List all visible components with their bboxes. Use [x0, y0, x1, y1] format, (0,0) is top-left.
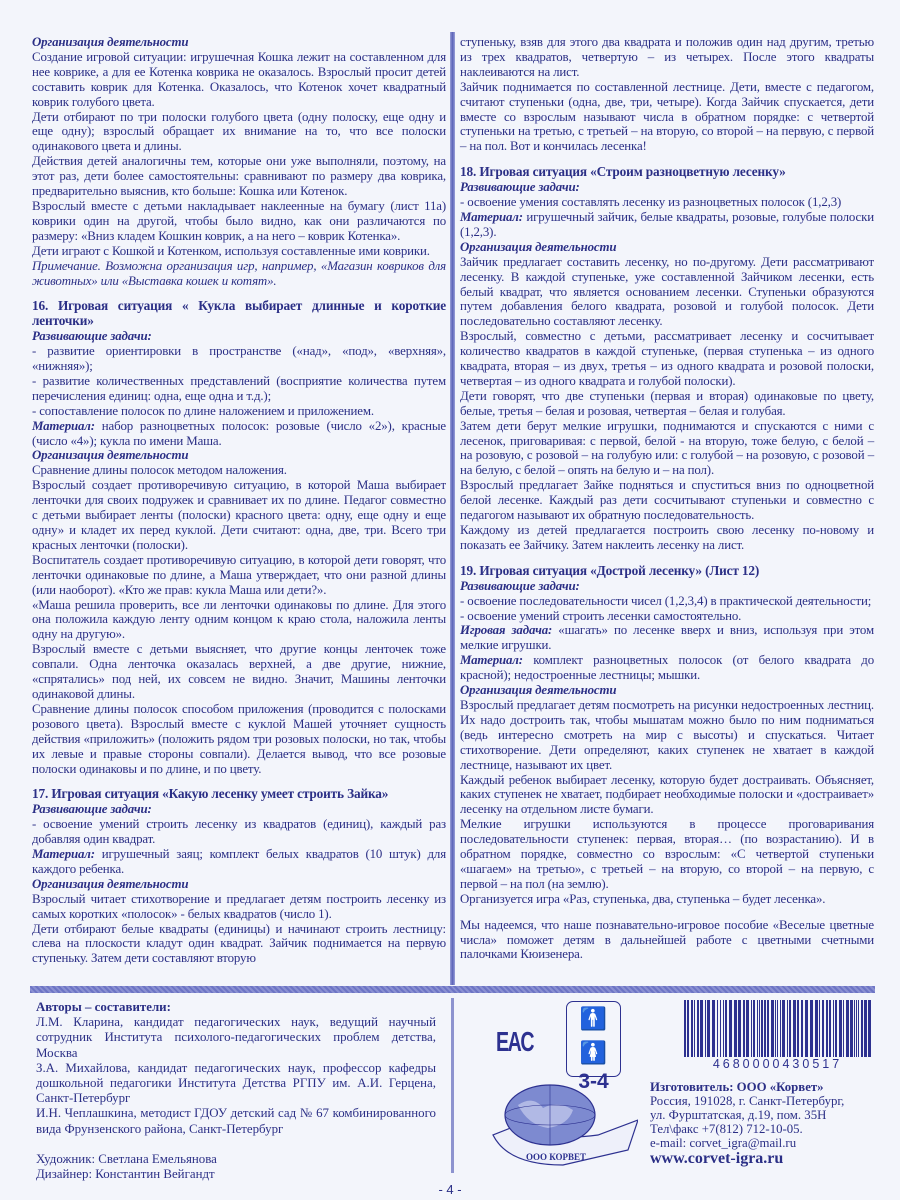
barcode-bar [868, 1000, 871, 1058]
paragraph: Сравнение длины полосок методом наложения. [32, 463, 287, 478]
section-heading: 16. Игровая ситуация « Кукла выбирает длинные и короткие ленточки» [32, 298, 446, 329]
barcode-bar [712, 1000, 715, 1058]
barcode-bar [775, 1000, 776, 1058]
material-line [460, 210, 874, 240]
barcode-bar [856, 1000, 857, 1058]
barcode-bar [757, 1000, 758, 1058]
children-icon: 🚹🚺 [579, 1006, 608, 1065]
authors-heading: Авторы – составители: [36, 1000, 171, 1014]
website-link[interactable]: www.corvet-igra.ru [650, 1150, 784, 1167]
field-label: Материал: [32, 418, 95, 433]
subheading: Развивающие задачи: [32, 802, 152, 817]
spacer [36, 1137, 436, 1152]
left-column [32, 35, 446, 966]
barcode-bar [717, 1000, 718, 1058]
barcode-bar [810, 1000, 813, 1058]
barcode-bar [771, 1000, 774, 1058]
barcode-bar [759, 1000, 760, 1058]
subheading: Организация деятельности [32, 876, 189, 891]
subheading: Организация деятельности [32, 448, 189, 463]
manufacturer-heading: Изготовитель: ООО «Корвет» [650, 1080, 824, 1094]
subheading: Организация деятельности [32, 35, 189, 49]
field-value: комплект разноцветных полосок (от белого квадрата до красной); недостроенные лестницы; мышки. [460, 653, 874, 683]
manufacturer-info [650, 1080, 844, 1168]
material-line [32, 419, 446, 449]
field-label: Материал: [460, 209, 523, 224]
field-value: набор разноцветных полосок: розовые (число «2»), красные (число «4»); кукла по имени Маша. [32, 418, 446, 448]
designer-credit: Дизайнер: Константин Вейгандт [36, 1167, 215, 1182]
barcode-bar [777, 1000, 778, 1058]
field-label: Материал: [32, 847, 95, 862]
barcode-bar [780, 1000, 781, 1058]
section-heading: 17. Игровая ситуация «Какую лесенку умеет строить Зайка» [32, 786, 389, 802]
paragraph: Организуется игра «Раз, ступенька, два, ступенька – будет лесенка». [460, 891, 826, 906]
barcode-bar [822, 1000, 824, 1058]
field-value: игрушечный заяц; комплект белых квадратов (10 штук) для каждого ребенка. [32, 847, 446, 876]
barcode-bar [826, 1000, 828, 1058]
barcode-bar [843, 1000, 844, 1058]
footer-column-divider [451, 998, 454, 1173]
subheading: Развивающие задачи: [460, 180, 580, 195]
paragraph: Действия детей аналогичны тем, которые они уже выполняли, поэтому, на этот раз, дети более самостоятельны: сравнивают по размеру два коврика, предварительно выяснив, кто больше: Кошка или Котенок. [32, 154, 446, 199]
note-paragraph: Примечание. Возможна организация игр, например, «Магазин ковриков для животных» или «Выставка кошек и котят». [32, 258, 446, 288]
paragraph: Дети играют с Кошкой и Котенком, используя составленные ими коврики. [32, 243, 430, 258]
paragraph: Взрослый, совместно с детьми, рассматривает лесенку и сосчитывает количество квадратов в каждой ступеньке, (первая ступенька – из одного квадрата, вторая – из двух, третья – из одного квадрата и розовой полоски, четвертая – из одного квадрата и голубой полоски). [460, 329, 874, 388]
barcode-bar [707, 1000, 710, 1058]
footer-divider [30, 986, 875, 993]
eac-mark-icon: EAC [496, 1026, 534, 1057]
section-heading: 19. Игровая ситуация «Дострой лесенку» (Лист 12) [460, 562, 760, 578]
right-column [460, 35, 874, 962]
page-number: - 4 - [438, 1182, 462, 1197]
field-value: «шагать» по лесенке вверх и вниз, используя при этом мелкие игрушки. [460, 623, 874, 653]
paragraph: Каждому из детей предлагается построить свою лесенку по-новому и показать ее Зайчику. Затем наклеить лесенку на лист. [460, 523, 874, 552]
author-item: И.Н. Чеплашкина, методист ГДОУ детский сад № 67 комбинированного вида Фрунзенского района, Санкт-Петербург [36, 1106, 436, 1136]
barcode-bar [764, 1000, 766, 1058]
address-line: Россия, 191028, г. Санкт-Петербург, [650, 1094, 845, 1108]
barcode-bar [723, 1000, 724, 1058]
barcode-bar [797, 1000, 799, 1058]
barcode-bar [793, 1000, 796, 1058]
barcode-bar [691, 1000, 693, 1058]
section-heading: 18. Игровая ситуация «Строим разноцветную лесенку» [460, 164, 786, 180]
paragraph: Взрослый создает противоречивую ситуацию, в которой Маша выбирает ленточки для своих подружек и сравнивает их по длине. Педагог совместно с детьми выбирает ленты (полоски) красного цвета: одну, еще одну и еще одну» и кладет их перед куклой. Дети считают: одна, две, три. Всего три красных ленточки (полоски). [32, 478, 446, 552]
barcode-bar [805, 1000, 808, 1058]
author-item: Л.М. Кларина, кандидат педагогических наук, ведущий научный сотрудник Института психолого-педагогических проблем детства, Москва [36, 1015, 436, 1060]
paragraph: Дети отбирают белые квадраты (единицы) и начинают строить лестницу: слева на плоскости кладут один квадрат. Зайчик поднимается на первую ступеньку. Затем дети составляют вторую [32, 921, 446, 966]
subheading: Организация деятельности [460, 683, 617, 698]
barcode-bar [694, 1000, 695, 1058]
barcode-bar [858, 1000, 859, 1058]
paragraph: Воспитатель создает противоречивую ситуацию, в которой дети говорят, что ленточки одинаковые по длине, а Маша утверждает, что они разной длины (или наоборот). «Кто же прав: кукла Маша или дети?». [32, 552, 446, 597]
corvet-logo-icon [488, 1080, 638, 1170]
barcode-bar [819, 1000, 820, 1058]
barcode-bar [725, 1000, 727, 1058]
paragraph: Сравнение длины полосок способом приложения (проводится с полосками розового цвета). Взрослый вместе с куклой Машей уточняет сущность действия «приложить» (положить рядом три розовых полоски, но так, чтобы их левые и правые стороны совпали). Делается вывод, что все розовые полоски одинаковы и по длине, и по цвету. [32, 701, 446, 776]
barcode-bar [705, 1000, 706, 1058]
barcode-bar [839, 1000, 842, 1058]
material-line [460, 653, 874, 683]
paragraph: - освоение умений строить лесенку из квадратов (единиц), каждый раз добавляя один квадрат. [32, 817, 446, 847]
paragraph: - развитие количественных представлений (восприятие количества путем перечисления единиц: одна, еще одна и т.д.); [32, 373, 446, 403]
barcode-bar [850, 1000, 853, 1058]
barcode-bar [738, 1000, 741, 1058]
barcode-bar [801, 1000, 803, 1058]
paragraph: - освоение умения составлять лесенку из разноцветных полосок (1,2,3) [460, 195, 842, 210]
field-value: игрушечный зайчик, белые квадраты, розовые, голубые полоски (1,2,3). [460, 209, 874, 239]
paragraph: Взрослый предлагает детям посмотреть на рисунки недостроенных лестниц. Их надо достроить так, чтобы мышатам можно было по ним подниматься (ведь интересно смотреть на мир с высоты) и спускаться. Читает стихотворение. Дети определяют, каких ступенек не хватает в каждой лестнице, называют их цвет. [460, 697, 874, 772]
barcode-bar [861, 1000, 863, 1058]
svg-text:ООО КОРВЕТ: ООО КОРВЕТ [526, 1152, 587, 1162]
paragraph: «Маша решила проверить, все ли ленточки одинаковы по длине. Для этого она положила каждую ленту одним концом к краю стола, наложила ленты одну на другую». [32, 597, 446, 642]
barcode-bar [753, 1000, 755, 1058]
material-line [32, 847, 446, 877]
barcode-number: 4680000430517 [680, 1057, 875, 1071]
barcode-bar [729, 1000, 732, 1058]
material-line [460, 623, 874, 653]
paragraph: Каждый ребенок выбирает лесенку, которую будет достраивать. Объясняет, каких ступенек не хватает, подбирает необходимые полоски и «достраивает» лесенку на отдельном листе бумаги. [460, 772, 874, 817]
barcode-bar [761, 1000, 763, 1058]
barcode-bar [846, 1000, 849, 1058]
barcode-bar [743, 1000, 745, 1058]
age-range: 3-4 [578, 1070, 609, 1093]
barcode-bar [720, 1000, 721, 1058]
paragraph: Дети говорят, что две ступеньки (первая и вторая) одинаковые по цвету, белые, третья – белая и розовая, четвертая – белая и голубая. [460, 388, 874, 418]
paragraph: - развитие ориентировки в пространстве («над», «под», «верхняя», «нижняя»); [32, 344, 446, 374]
paragraph: Зайчик предлагает составить лесенку, но по-другому. Дети рассматривают лесенку. В каждой ступеньке, уже составленной Зайчиком лесенки, есть белый квадрат, что является основанием лесенки. Ступеньки образуются путем добавления белого квадрата, розовой и голубой полосок. Дети последовательно составляют лесенку. [460, 254, 874, 329]
subheading: Развивающие задачи: [460, 578, 580, 593]
barcode-bar [829, 1000, 831, 1058]
barcode-bar [700, 1000, 703, 1058]
paragraph: Затем дети берут мелкие игрушки, поднимаются и спускаются с ними с лесенок, приговаривая: с первой, белой - на вторую, тоже белую, с белой – на розовую, с розовой – на голубую или: с голубой – на розовую, с розовой – на белую, с белой – опять на белую и – на пол). [460, 418, 874, 478]
column-divider [450, 32, 455, 985]
paragraph: - сопоставление полосок по длине наложением и приложением. [32, 403, 374, 418]
paragraph: Мелкие игрушки используются в процессе проговаривания последовательности ступенек: первая, вторая… (по возрастанию). И в обратном порядке, совместно со взрослым: «С четвертой ступеньки «шагаем» на третью», с третьей – на вторую, со второй – на первую, с первой – на пол (на землю). [460, 817, 874, 891]
authors-section [36, 1000, 436, 1182]
barcode-bar [751, 1000, 752, 1058]
barcode-bar [815, 1000, 818, 1058]
barcode-bar [767, 1000, 769, 1058]
barcode-bar [746, 1000, 749, 1058]
paragraph: ступеньку, взяв для этого два квадрата и положив один над другим, третью из трех квадратов, четвертую – из четырех. После этого квадраты наклеиваются на лист. [460, 35, 874, 79]
barcode-bar [864, 1000, 867, 1058]
age-badge [566, 1001, 621, 1093]
field-label: Игровая задача: [460, 623, 553, 638]
paragraph: - освоение последовательности чисел (1,2,3,4) в практической деятельности; [460, 593, 872, 608]
paragraph: Мы надеемся, что наше познавательно-игровое пособие «Веселые цветные числа» поможет детям в дальнейшей работе с цветными счетными палочками Кюизенера. [460, 917, 874, 962]
paragraph: - освоение умений строить лесенки самостоятельно. [460, 608, 742, 623]
barcode-bar [835, 1000, 837, 1058]
paragraph: Создание игровой ситуации: игрушечная Кошка лежит на составленном для нее коврике, а для ее Котенка коврика не оказалось. Взрослый просит детей составить коврик для Котенка. Оказалось, что Котенок хочет квадратный коврик голубого цвета. [32, 49, 446, 109]
barcode-bar [854, 1000, 855, 1058]
spacer [460, 907, 874, 918]
paragraph: Взрослый вместе с детьми выясняет, что другие концы ленточек тоже совпали. Одна ленточка оказалась верхней, а две другие, нижние, «спрятались» под ней, их совсем не видно. Значит, Машины ленточки одинаковой длины. [32, 642, 446, 701]
paragraph: Взрослый предлагает Зайке подняться и спуститься вниз по одноцветной белой лесенке. Каждый раз дети сосчитывают ступеньки и совместно с педагогом называют их обратную последовательность. [460, 478, 874, 523]
subheading: Организация деятельности [460, 239, 617, 254]
artist-credit: Художник: Светлана Емельянова [36, 1151, 217, 1166]
email-link[interactable]: e-mail: corvet_igra@mail.ru [650, 1136, 797, 1150]
paragraph: Зайчик поднимается по составленной лестнице. Дети, вместе с педагогом, считают ступеньки (одна, две, три, четыре). Когда Зайчик спускается, дети вместе со взрослым называют числа в обратном порядке: с четвертой ступеньки на третью, с третьей – на вторую, со второй – на первую, с первой – на пол. Вот и кончилась лесенка! [460, 79, 874, 154]
subheading: Развивающие задачи: [32, 329, 152, 344]
author-item: З.А. Михайлова, кандидат педагогических наук, профессор кафедры дошкольной педагогики Института Детства РГПУ им. А.И. Герцена, Санкт-Петербург [36, 1060, 436, 1106]
barcode-bar [833, 1000, 834, 1058]
field-label: Материал: [460, 653, 523, 668]
phone: Тел\факс +7(812) 712-10-05. [650, 1122, 803, 1136]
paragraph: Взрослый читает стихотворение и предлагает детям построить лесенку из самых коротких «полосок» - белых квадратов (число 1). [32, 891, 446, 921]
paragraph: Взрослый вместе с детьми накладывает наклеенные на бумагу (лист 11а) коврики один на другой, чтобы было видно, как они различаются по размеру: «Вниз кладем Кошкин коврик, а на него – коврик Котенка». [32, 198, 446, 243]
address-line: ул. Фурштатская, д.19, пом. 35Н [650, 1108, 827, 1122]
barcode-bar [734, 1000, 737, 1058]
barcode-bar [697, 1000, 699, 1058]
barcode-bar [782, 1000, 785, 1058]
paragraph: Дети отбирают по три полоски голубого цвета (одну полоску, еще одну и еще одну); взрослый обращает их внимание на то, что все полоски одинакового цвета и длины. [32, 109, 446, 154]
